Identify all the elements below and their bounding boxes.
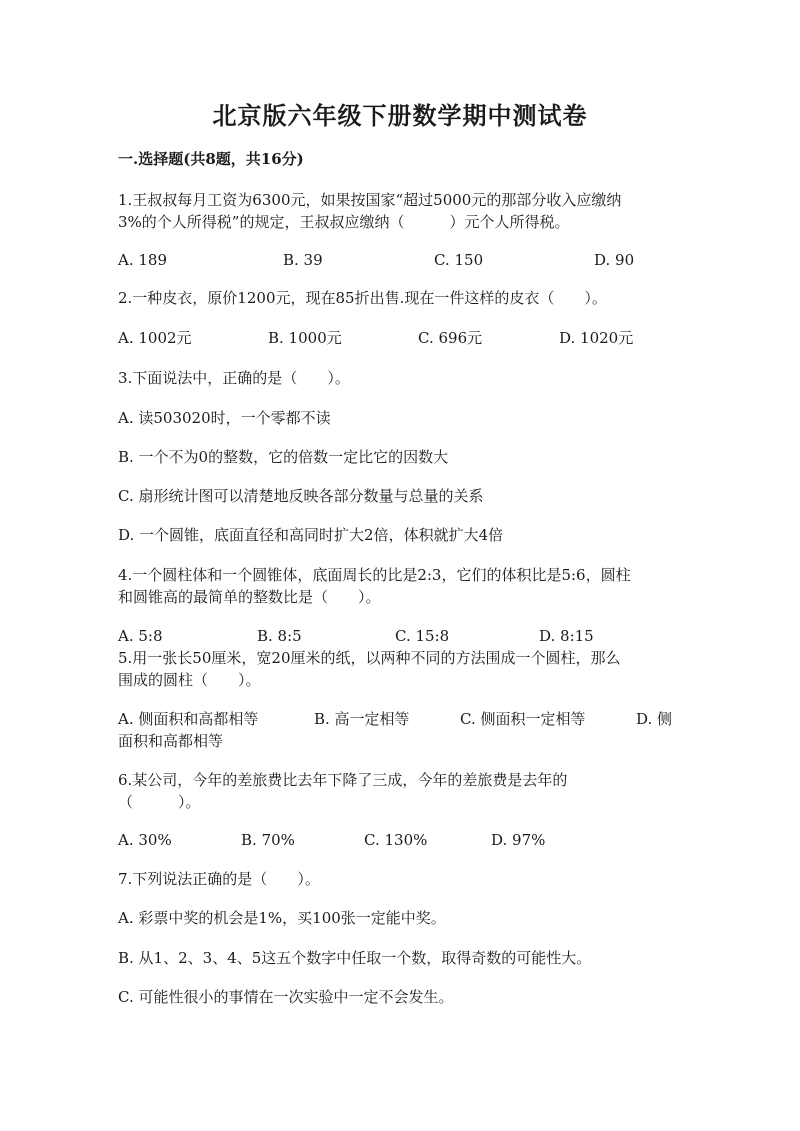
option-c[interactable]: C. 150: [434, 251, 484, 269]
option-b[interactable]: B. 高一定相等: [314, 710, 410, 728]
option-d[interactable]: D. 97%: [491, 831, 546, 849]
option-a[interactable]: A. 读503020时，一个零都不读: [118, 409, 331, 427]
question-4-stem-line-2: 和圆锥高的最简单的整数比是（ ）。: [118, 588, 381, 606]
option-c[interactable]: C. 可能性很小的事情在一次实验中一定不会发生。: [118, 988, 454, 1006]
question-6-stem-line-1: 6.某公司，今年的差旅费比去年下降了三成，今年的差旅费是去年的: [118, 771, 568, 789]
question-1-options: [118, 248, 688, 272]
question-1-stem-line-1: 1.王叔叔每月工资为6300元，如果按国家“超过5000元的那部分收入应缴纳: [118, 191, 622, 209]
option-d[interactable]: D. 一个圆锥，底面直径和高同时扩大2倍，体积就扩大4倍: [118, 526, 504, 544]
option-a[interactable]: A. 189: [118, 251, 167, 269]
question-4-options: [118, 624, 688, 648]
question-4-stem-line-1: 4.一个圆柱体和一个圆锥体，底面周长的比是2:3，它们的体积比是5:6，圆柱: [118, 566, 631, 584]
option-a[interactable]: A. 1002元: [118, 329, 192, 347]
option-d-continued: 面积和高都相等: [118, 732, 224, 750]
option-b[interactable]: B. 70%: [241, 831, 295, 849]
option-c[interactable]: C. 侧面积一定相等: [460, 710, 586, 728]
section-title: 一.选择题(共8题，共16分): [118, 150, 304, 168]
question-5-options: [118, 707, 688, 731]
option-b[interactable]: B. 39: [283, 251, 323, 269]
option-a[interactable]: A. 5:8: [118, 627, 163, 645]
option-d[interactable]: D. 90: [594, 251, 635, 269]
question-1-stem-line-2: 3%的个人所得税”的规定，王叔叔应缴纳（ ）元个人所得税。: [118, 213, 570, 231]
question-7-stem-line-1: 7.下列说法正确的是（ ）。: [118, 870, 320, 888]
option-b[interactable]: B. 1000元: [268, 329, 342, 347]
question-2-options: [118, 326, 688, 350]
question-5-stem-line-2: 围成的圆柱（ ）。: [118, 671, 261, 689]
option-a[interactable]: A. 彩票中奖的机会是1%，买100张一定能中奖。: [118, 909, 446, 927]
page-title: 北京版六年级下册数学期中测试卷: [212, 101, 588, 130]
question-2-stem-line-1: 2.一种皮衣，原价1200元，现在85折出售.现在一件这样的皮衣（ ）。: [118, 289, 607, 307]
option-d[interactable]: D. 侧: [636, 710, 673, 728]
question-3-stem-line-1: 3.下面说法中，正确的是（ ）。: [118, 369, 350, 387]
question-6-options: [118, 828, 688, 852]
option-b[interactable]: B. 一个不为0的整数，它的倍数一定比它的因数大: [118, 448, 449, 466]
option-a[interactable]: A. 30%: [118, 831, 172, 849]
option-c[interactable]: C. 130%: [364, 831, 428, 849]
option-c[interactable]: C. 696元: [418, 329, 483, 347]
option-a[interactable]: A. 侧面积和高都相等: [118, 710, 259, 728]
option-c[interactable]: C. 扇形统计图可以清楚地反映各部分数量与总量的关系: [118, 487, 484, 505]
option-c[interactable]: C. 15:8: [395, 627, 450, 645]
option-d[interactable]: D. 8:15: [539, 627, 594, 645]
option-b[interactable]: B. 8:5: [257, 627, 302, 645]
question-6-stem-line-2: （ ）。: [118, 793, 201, 811]
option-b[interactable]: B. 从1、2、3、4、5这五个数字中任取一个数，取得奇数的可能性大。: [118, 949, 592, 967]
question-5-stem-line-1: 5.用一张长50厘米，宽20厘米的纸，以两种不同的方法围成一个圆柱，那么: [118, 649, 621, 667]
option-d[interactable]: D. 1020元: [559, 329, 634, 347]
